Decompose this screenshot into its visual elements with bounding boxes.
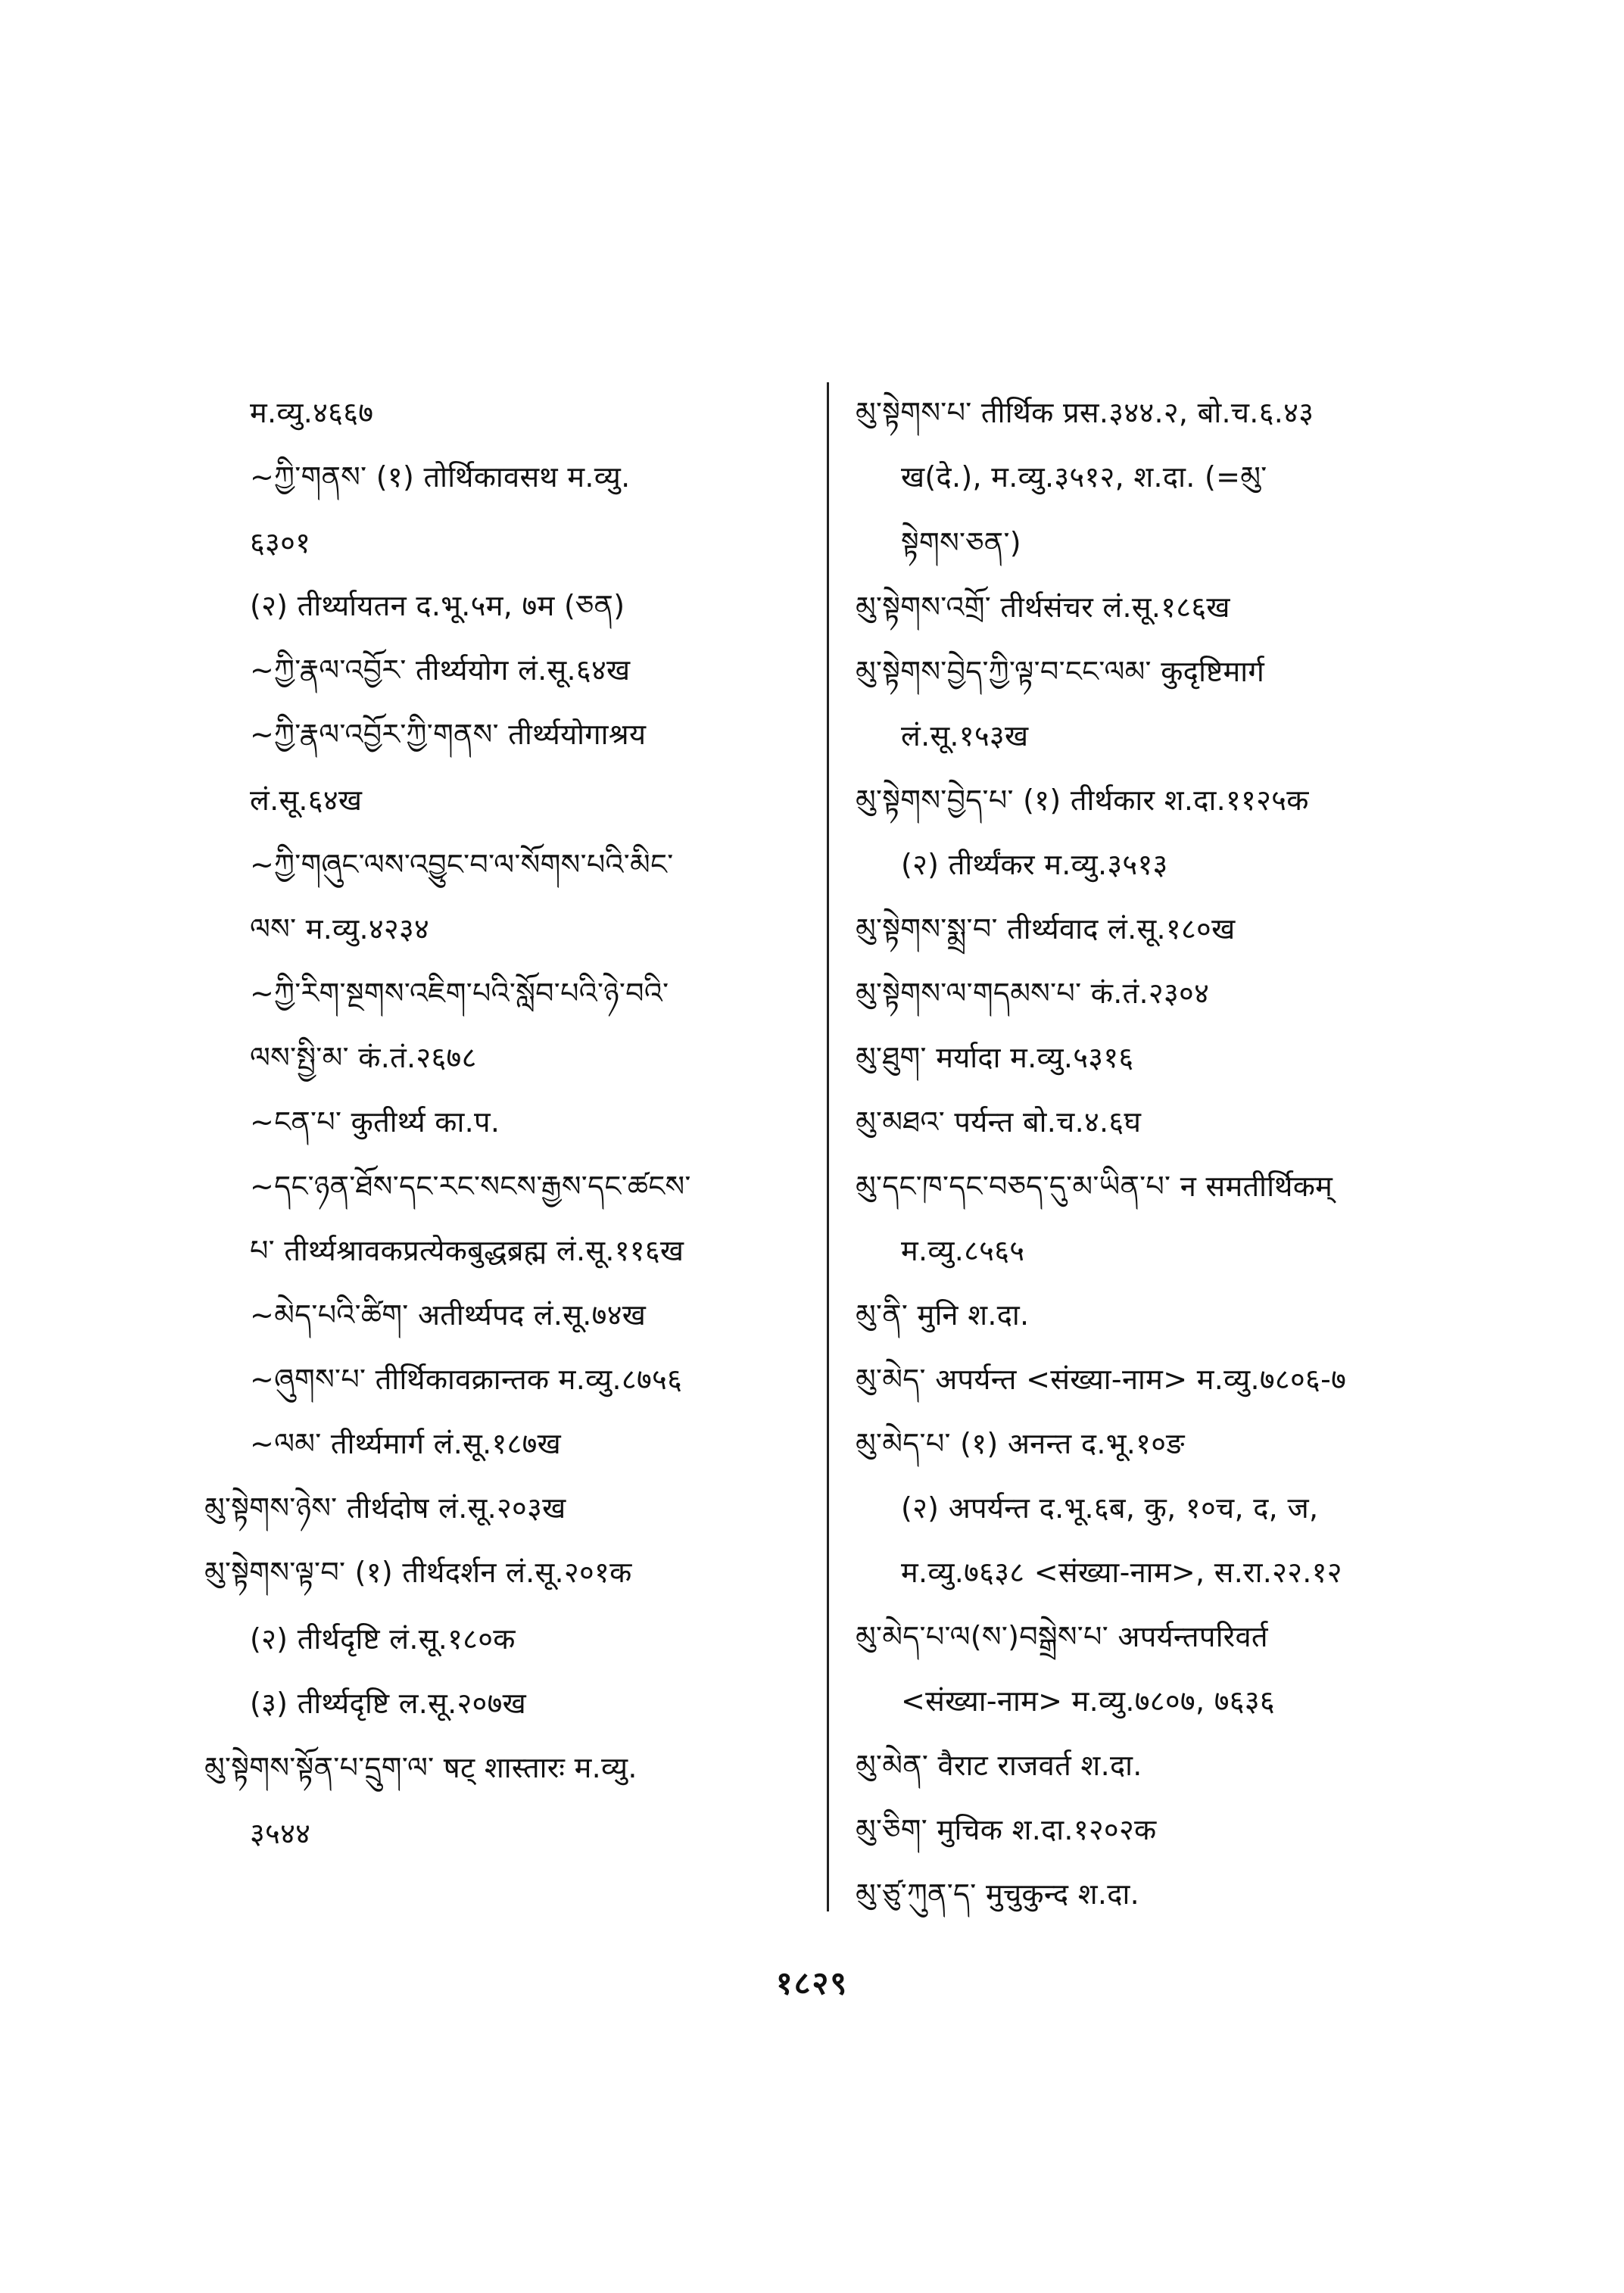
dict-line: མུ་སྟེགས་འགྲོ་ तीर्थसंचर लं.सू.१८६ख bbox=[856, 590, 1230, 624]
dict-line: མུ་དང་ཁ་དང་བཅད་དུ་མ་ཡིན་པ་ न समतीर्थिकम् bbox=[856, 1170, 1333, 1203]
dict-line: མུ་ནི་ मुनि श.दा. bbox=[856, 1298, 1030, 1332]
dict-line: མུ་སྟེགས་ཉེས་ तीर्थदोष लं.सू.२०३ख bbox=[204, 1491, 566, 1525]
dict-line: ལས་ म.व्यु.४२३४ bbox=[250, 912, 430, 946]
dict-line: སྟེགས་ཅན་) bbox=[901, 526, 1021, 559]
dict-line: མུ་སྟེགས་སྨྲ་བ་ तीर्थ्यवाद लं.सू.१८०ख bbox=[856, 912, 1236, 946]
dict-line: མུ་མེད་པ་ལ(ས་)བསྒྲེས་པ་ अपर्यन्तपरिवर्त bbox=[856, 1620, 1268, 1653]
dict-line: མུ་སྟེགས་པ་ तीर्थिक प्रस.३४४.२, बो.च.६.४३ bbox=[856, 396, 1314, 429]
dict-line: लं.सू.१५३ख bbox=[901, 719, 1029, 752]
dict-line: (२) तीर्थ्यंकर म.व्यु.३५१३ bbox=[901, 848, 1168, 881]
dict-line: ~མེད་པའི་ཚིག་ अतीर्थ्यपद लं.सू.७४ख bbox=[250, 1298, 647, 1332]
page-number: १८२९ bbox=[775, 1964, 849, 2002]
dict-line: ~ངན་པ་ कुतीर्थ्य का.प. bbox=[250, 1105, 500, 1139]
dict-line: (२) तीर्थ्यायतन द.भू.५म, ७म (ཅན) bbox=[250, 589, 625, 622]
dict-line: (२) अपर्यन्त द.भू.६ब, कु, १०च, द, ज, bbox=[901, 1491, 1319, 1525]
dict-line: ख(दे.), म.व्यु.३५१२, श.दा. (=མུ་ bbox=[901, 460, 1267, 494]
dict-line: म.व्यु.४६६७ bbox=[250, 396, 374, 429]
dict-line: लं.सू.६४ख bbox=[250, 784, 363, 817]
dict-line: म.व्यु.७६३८ <संख्या-नाम>, स.रा.२२.१२ bbox=[901, 1556, 1342, 1589]
dict-line: མུ་སྟེགས་ལ་གདམས་པ་ कं.तं.२३०४ bbox=[856, 977, 1210, 1010]
dict-line: པ་ तीर्थ्यश्रावकप्रत्येकबुद्धब्रह्म लं.सू.११६ख bbox=[250, 1234, 684, 1267]
dict-line: མུ་སྟེགས་སྟོན་པ་དྲུག་ལ་ षट् शास्तारः म.व्यु. bbox=[204, 1751, 637, 1784]
dict-line: ~ཀྱི་གནས་ (१) तोर्थिकावसथ म.व्यु. bbox=[250, 460, 631, 494]
dict-line: ~ཀྱི་རྣལ་འབྱོར་ तीर्थ्ययोग लं.सू.६४ख bbox=[250, 653, 631, 687]
dict-line: ~ཞུགས་པ་ तीर्थिकावक्रान्तक म.व्यु.८७५६ bbox=[250, 1363, 683, 1396]
dict-line: མུ་སྟེགས་བྱེད་ཀྱི་ལྟ་བ་ངང་ལམ་ कुदृष्टिमार्ग bbox=[856, 655, 1265, 688]
dict-line: ३५४४ bbox=[250, 1817, 311, 1850]
dict-line: (२) तीर्थदृष्टि लं.सू.१८०क bbox=[250, 1622, 516, 1656]
dict-line: མུ་སྟེགས་བྱེད་པ་ (१) तीर्थकार श.दा.११२५क bbox=[856, 784, 1309, 817]
dict-line: म.व्यु.८५६५ bbox=[901, 1234, 1025, 1267]
dict-line: མུ་མཐའ་ पर्यन्त बो.च.४.६घ bbox=[856, 1105, 1142, 1139]
dict-line: མུ་ཙུ་ཀུན་ད་ मुचुकुन्द श.दा. bbox=[856, 1877, 1139, 1911]
dict-line: ~དང་ཉན་ཐོས་དང་རང་སངས་རྒྱས་དང་ཚངས་ bbox=[250, 1170, 691, 1203]
dict-line: མུ་སྟེགས་ལྟ་བ་ (१) तीर्थदर्शन लं.सू.२०१क bbox=[204, 1556, 632, 1589]
dict-line: ~ཀྱི་རྣལ་འབྱོར་ཀྱི་གནས་ तीर्थ्ययोगाश्रय bbox=[250, 718, 647, 751]
dict-line: མུ་མེད་ अपर्यन्त <संख्या-नाम> म.व्यु.७८०६-७ bbox=[856, 1363, 1347, 1396]
dict-line: མུ་མེད་པ་ (१) अनन्त द.भू.१०ङ bbox=[856, 1427, 1185, 1460]
dict-line: མུ་མེན་ वैराट राजवर्त श.दा. bbox=[856, 1749, 1142, 1782]
dict-line: མུ་ཅིག་ मुचिक श.दा.१२०२क bbox=[856, 1813, 1157, 1846]
dict-line: ~ལམ་ तीर्थ्यमार्ग लं.सू.१८७ख bbox=[250, 1427, 562, 1460]
dict-line: ལས་སྤྱི་མ་ कं.तं.२६७८ bbox=[250, 1041, 477, 1074]
dict-line: མུ་ཐུག་ मर्यादा म.व्यु.५३१६ bbox=[856, 1041, 1134, 1074]
column-divider bbox=[827, 382, 829, 1911]
dict-line: ~ཀྱི་རིག་སྔགས་འཇིག་པའི་སློབ་པའི་ཉེ་བའི་ bbox=[250, 977, 669, 1010]
dict-line: <संख्या-नाम> म.व्यु.७८०७, ७६३६ bbox=[901, 1684, 1275, 1718]
dict-line: (३) तीर्थ्यदृष्टि ल.सू.२०७ख bbox=[250, 1687, 527, 1720]
dict-line: ६३०१ bbox=[250, 526, 311, 559]
dict-line: ~ཀྱི་གཞུང་ལས་འབྱུང་བ་ལ་སོགས་པའི་མིང་ bbox=[250, 848, 674, 881]
